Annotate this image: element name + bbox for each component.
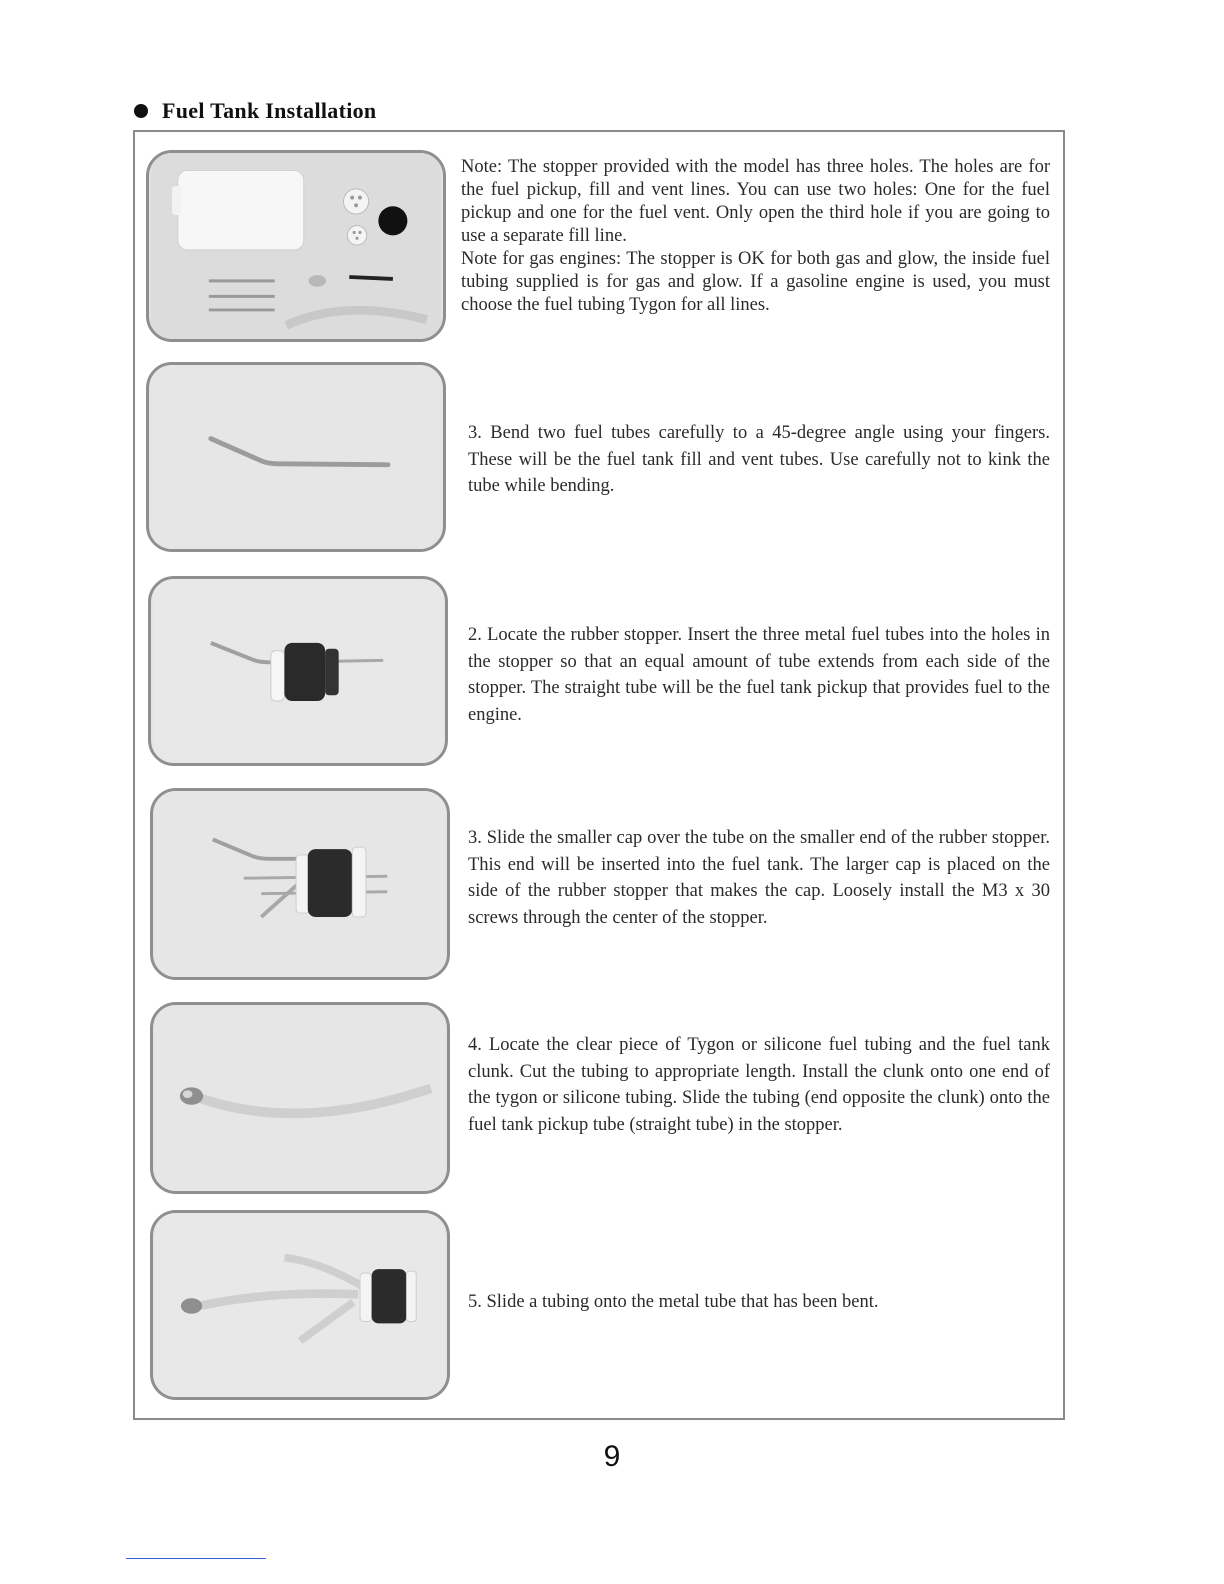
section-title: Fuel Tank Installation (162, 98, 377, 123)
photo-fuel-tank-kit (146, 150, 446, 342)
footer-rule (126, 1558, 266, 1559)
stopper-caps-illustration (153, 791, 447, 977)
section-heading (134, 96, 376, 126)
step-locate-stopper-text: 2. Locate the rubber stopper. Insert the three metal fuel tubes into the holes in the stopper so that an equal amount of tube extends from each side of the stopper. The straight tube will be the fuel tank pickup that provides fuel to the engine. (468, 625, 1050, 725)
tubing-clunk-illustration (153, 1005, 447, 1191)
bullet-icon (134, 104, 148, 118)
photo-assembled-tubing (150, 1210, 450, 1400)
photo-stopper-tubes (148, 576, 448, 766)
stopper-tubes-illustration (151, 579, 445, 763)
step-locate-tubing-text: 4. Locate the clear piece of Tygon or silicone fuel tubing and the fuel tank clunk. Cut the tubing to appropriate length. Install the clunk onto one end of the tygon or silicone tubing. Slide the tubing (end opposite the clunk) onto the fuel tank pickup tube (straight tube) in the stopper. (468, 1035, 1050, 1135)
fuel-tank-kit-illustration (149, 153, 443, 339)
step-note-text: Note: The stopper provided with the model has three holes. The holes are for the fuel pickup, fill and vent lines. You can use two holes: One for the fuel pickup and one for the fuel vent. Only open the third hole if you are going to use a separate fill line. Note for gas engines: The stopper is OK for both gas and glow, the inside fuel tubing supplied is for gas and glow. If a gasoline engine is used, you must choose the fuel tubing Tygon for all lines. (461, 157, 1050, 315)
photo-stopper-caps (150, 788, 450, 980)
photo-tubing-clunk (150, 1002, 450, 1194)
step-slide-tubing-text: 5. Slide a tubing onto the metal tube that has been bent. (468, 1292, 879, 1312)
photo-bent-tube (146, 362, 446, 552)
assembled-tubing-illustration (153, 1213, 447, 1397)
step-slide-cap-text: 3. Slide the smaller cap over the tube on the smaller end of the rubber stopper. This end will be inserted into the fuel tank. The larger cap is placed on the side of the rubber stopper that makes the cap. Loosely install the M3 x 30 screws through the center of the stopper. (468, 828, 1050, 928)
bent-tube-illustration (149, 365, 443, 549)
page-number: 9 (603, 1440, 621, 1473)
step-bend-tubes-text: 3. Bend two fuel tubes carefully to a 45-degree angle using your fingers. These will be the fuel tank fill and vent tubes. Use carefully not to kink the tube while bending. (468, 423, 1050, 496)
